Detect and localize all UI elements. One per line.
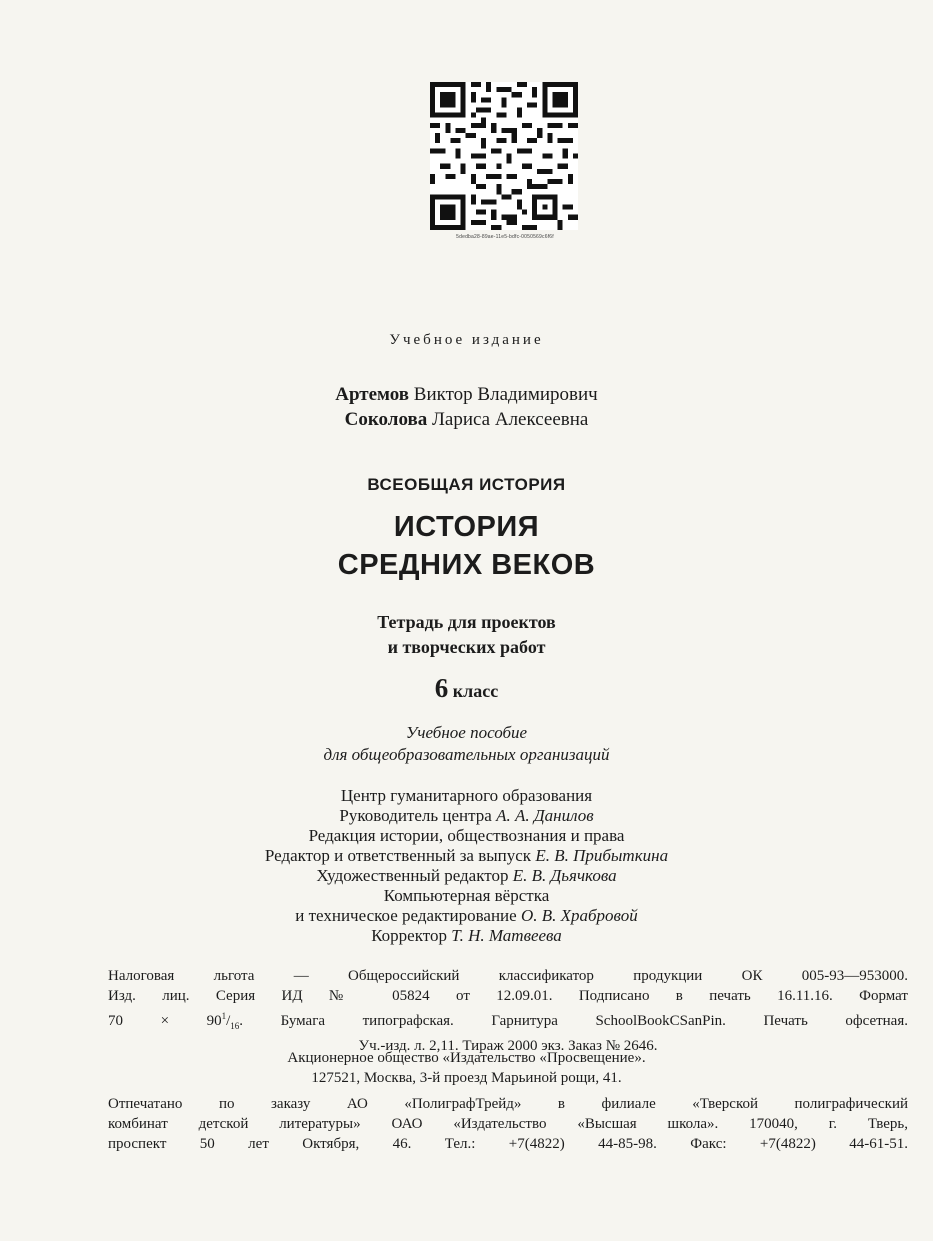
book-subtitle	[0, 610, 933, 660]
credit-role: Художественный редактор	[316, 866, 509, 885]
printer-info	[108, 1094, 908, 1154]
printer-line: комбинат детской литературы» ОАО «Издательство «Высшая школа». 170040, г. Тверь,	[108, 1116, 908, 1132]
credit-person: Е. В. Дьячкова	[512, 866, 617, 885]
credit-role: Центр гуманитарного образования	[340, 786, 593, 805]
credit-person: О. В. Храбровой	[520, 906, 638, 925]
author-name: Виктор Владимирович	[413, 384, 598, 405]
format-value: 70 × 90	[108, 1013, 222, 1029]
series-title: ВСЕОБЩАЯ ИСТОРИЯ	[367, 475, 566, 494]
grade-number: 6	[434, 673, 449, 703]
imprint-line: Уч.-изд. л. 2,11. Тираж 2000 экз. Заказ № 2646.	[358, 1038, 658, 1054]
imprint-block	[108, 966, 908, 1056]
format-sup: 1	[221, 1011, 227, 1021]
book-title-line: СРЕДНИХ ВЕКОВ	[337, 549, 596, 581]
credit-line	[0, 846, 933, 866]
author-line	[0, 382, 933, 407]
book-title-line: ИСТОРИЯ	[393, 511, 540, 543]
credit-line	[0, 926, 933, 946]
authors	[0, 382, 933, 432]
credit-role: Руководитель центра	[339, 806, 492, 825]
purpose-line: Учебное пособие	[405, 723, 528, 742]
format-sub: 16	[230, 1021, 240, 1031]
author-name: Лариса Алексеевна	[432, 409, 589, 430]
credit-person: Т. Н. Матвеева	[451, 926, 562, 945]
qr-code-icon[interactable]	[430, 82, 578, 230]
imprint-line: Налоговая льгота — Общероссийский классификатор продукции ОК 005-93—953000.	[108, 968, 908, 984]
printer-line: проспект 50 лет Октября, 46. Тел.: +7(4822) 44-85-98. Факс: +7(4822) 44-61-51.	[108, 1136, 908, 1152]
printer-line: Отпечатано по заказу АО «ПолиграфТрейд» в филиале «Тверской полиграфический	[108, 1096, 908, 1112]
credit-line	[0, 906, 933, 926]
credit-line	[0, 806, 933, 826]
purpose-line: для общеобразовательных организаций	[323, 745, 610, 764]
credit-line	[0, 886, 933, 906]
publisher-info	[0, 1048, 933, 1088]
subtitle-line: Тетрадь для проектов	[377, 612, 556, 632]
imprint-line: $70 \times 90^1/_{16}$. Бумага типографская. Гарнитура SchoolBookCSanPin. Печать офсетная.	[108, 1011, 908, 1031]
imprint-line: Изд. лиц. Серия ИД № 05824 от 12.09.01. Подписано в печать 16.11.16. Формат	[108, 988, 908, 1004]
credit-line	[0, 866, 933, 886]
credit-role: Редакция истории, обществознания и права	[308, 826, 625, 845]
credit-role: Редактор и ответственный за выпуск	[264, 846, 532, 865]
credit-line	[0, 826, 933, 846]
purpose	[0, 722, 933, 766]
author-surname: Артемов	[335, 384, 410, 405]
subtitle-line: и творческих работ	[387, 637, 546, 657]
credit-person: Е. В. Прибыткина	[535, 846, 669, 865]
imprint-text: . Бумага типографская. Гарнитура SchoolBookCSanPin. Печать офсетная.	[239, 1013, 908, 1029]
publisher-line: Акционерное общество «Издательство «Просвещение».	[287, 1050, 646, 1066]
credit-person: А. А. Данилов	[496, 806, 594, 825]
publisher-line: 127521, Москва, 3-й проезд Марьиной рощи, 41.	[311, 1070, 622, 1086]
author-surname: Соколова	[344, 409, 428, 430]
qr-caption: 5dedba28-89ae-11e5-bdfc-0050569c6f6f	[456, 234, 554, 240]
grade-label: класс	[452, 681, 499, 701]
credits	[0, 786, 933, 946]
book-title	[0, 508, 933, 584]
credit-role: Компьютерная вёрстка	[383, 886, 550, 905]
author-line	[0, 407, 933, 432]
credit-line	[0, 786, 933, 806]
credit-role: и техническое редактирование	[295, 906, 517, 925]
qr-code-block	[430, 82, 580, 240]
grade	[0, 673, 933, 704]
credit-role: Корректор	[371, 926, 447, 945]
edition-type: Учебное издание	[389, 332, 544, 348]
